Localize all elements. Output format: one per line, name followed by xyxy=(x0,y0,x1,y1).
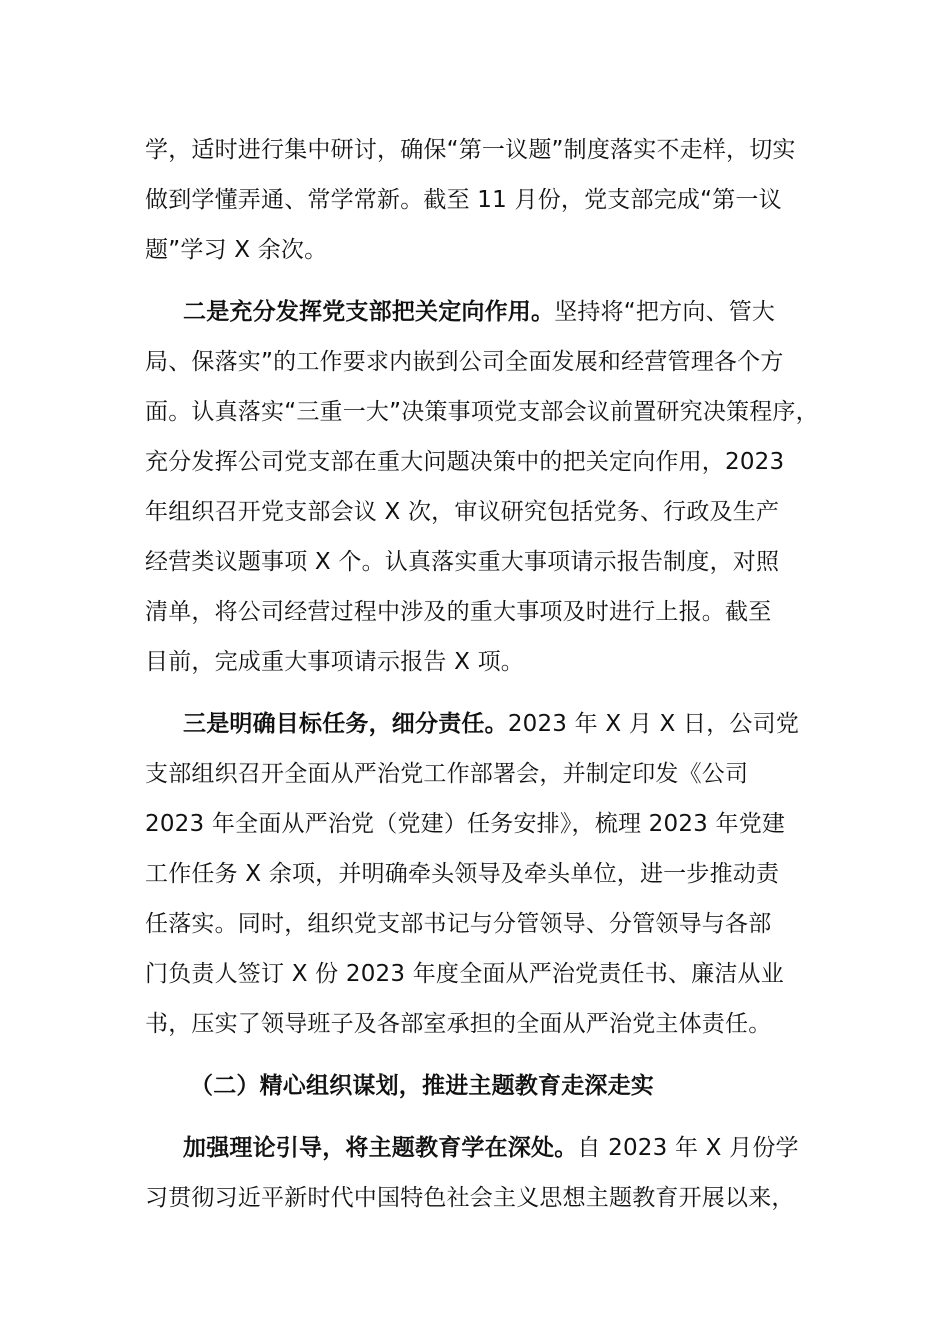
paragraph-line: 目前，完成重大事项请示报告 X 项。 xyxy=(145,649,524,675)
paragraph-line: 学，适时进行集中研讨，确保“第一议题”制度落实不走样，切实 xyxy=(145,137,796,163)
paragraph-lead-bold: 二是充分发挥党支部把关定向作用。 xyxy=(183,299,555,325)
paragraph-line: 题”学习 X 余次。 xyxy=(145,237,328,263)
paragraph-lead-rest: 2023 年 X 月 X 日，公司党 xyxy=(507,711,800,737)
paragraph-line: 任落实。同时，组织党支部书记与分管领导、分管领导与各部 xyxy=(145,911,772,937)
paragraph-line: 年组织召开党支部会议 X 次，审议研究包括党务、行政及生产 xyxy=(145,499,780,525)
paragraph-line: 局、保落实”的工作要求内嵌到公司全面发展和经营管理各个方 xyxy=(145,349,784,375)
paragraph-lead-bold: 三是明确目标任务，细分责任。 xyxy=(183,711,508,737)
paragraph-line: 支部组织召开全面从严治党工作部署会，并制定印发《公司 xyxy=(145,761,749,787)
paragraph-line: 门负责人签订 X 份 2023 年度全面从严治党责任书、廉洁从业 xyxy=(145,961,784,987)
paragraph-lead-bold: 加强理论引导，将主题教育学在深处。 xyxy=(183,1135,578,1161)
paragraph-first-line xyxy=(183,708,799,740)
paragraph-line: 做到学懂弄通、常学常新。截至 11 月份，党支部完成“第一议 xyxy=(145,187,782,213)
paragraph-line: 经营类议题事项 X 个。认真落实重大事项请示报告制度，对照 xyxy=(145,549,780,575)
paragraph-lead-rest: 自 2023 年 X 月份学 xyxy=(577,1135,799,1161)
paragraph-first-line xyxy=(183,1132,799,1164)
paragraph-line: 清单，将公司经营过程中涉及的重大事项及时进行上报。截至 xyxy=(145,599,772,625)
paragraph-line: 充分发挥公司党支部在重大问题决策中的把关定向作用，2023 xyxy=(145,449,785,475)
paragraph-line: 书，压实了领导班子及各部室承担的全面从严治党主体责任。 xyxy=(145,1011,772,1037)
paragraph-line: 习贯彻习近平新时代中国特色社会主义思想主题教育开展以来， xyxy=(145,1185,795,1211)
paragraph-line: 面。认真落实“三重一大”决策事项党支部会议前置研究决策程序， xyxy=(145,399,819,425)
paragraph-line: 工作任务 X 余项，并明确牵头领导及牵头单位，进一步推动责 xyxy=(145,861,780,887)
paragraph-line: 2023 年全面从严治党（党建）任务安排》，梳理 2023 年党建 xyxy=(145,811,786,837)
paragraph-lead-rest: 坚持将“把方向、管大 xyxy=(554,299,776,325)
section-heading: （二）精心组织谋划，推进主题教育走深走实 xyxy=(190,1073,654,1099)
paragraph-first-line xyxy=(183,296,775,328)
